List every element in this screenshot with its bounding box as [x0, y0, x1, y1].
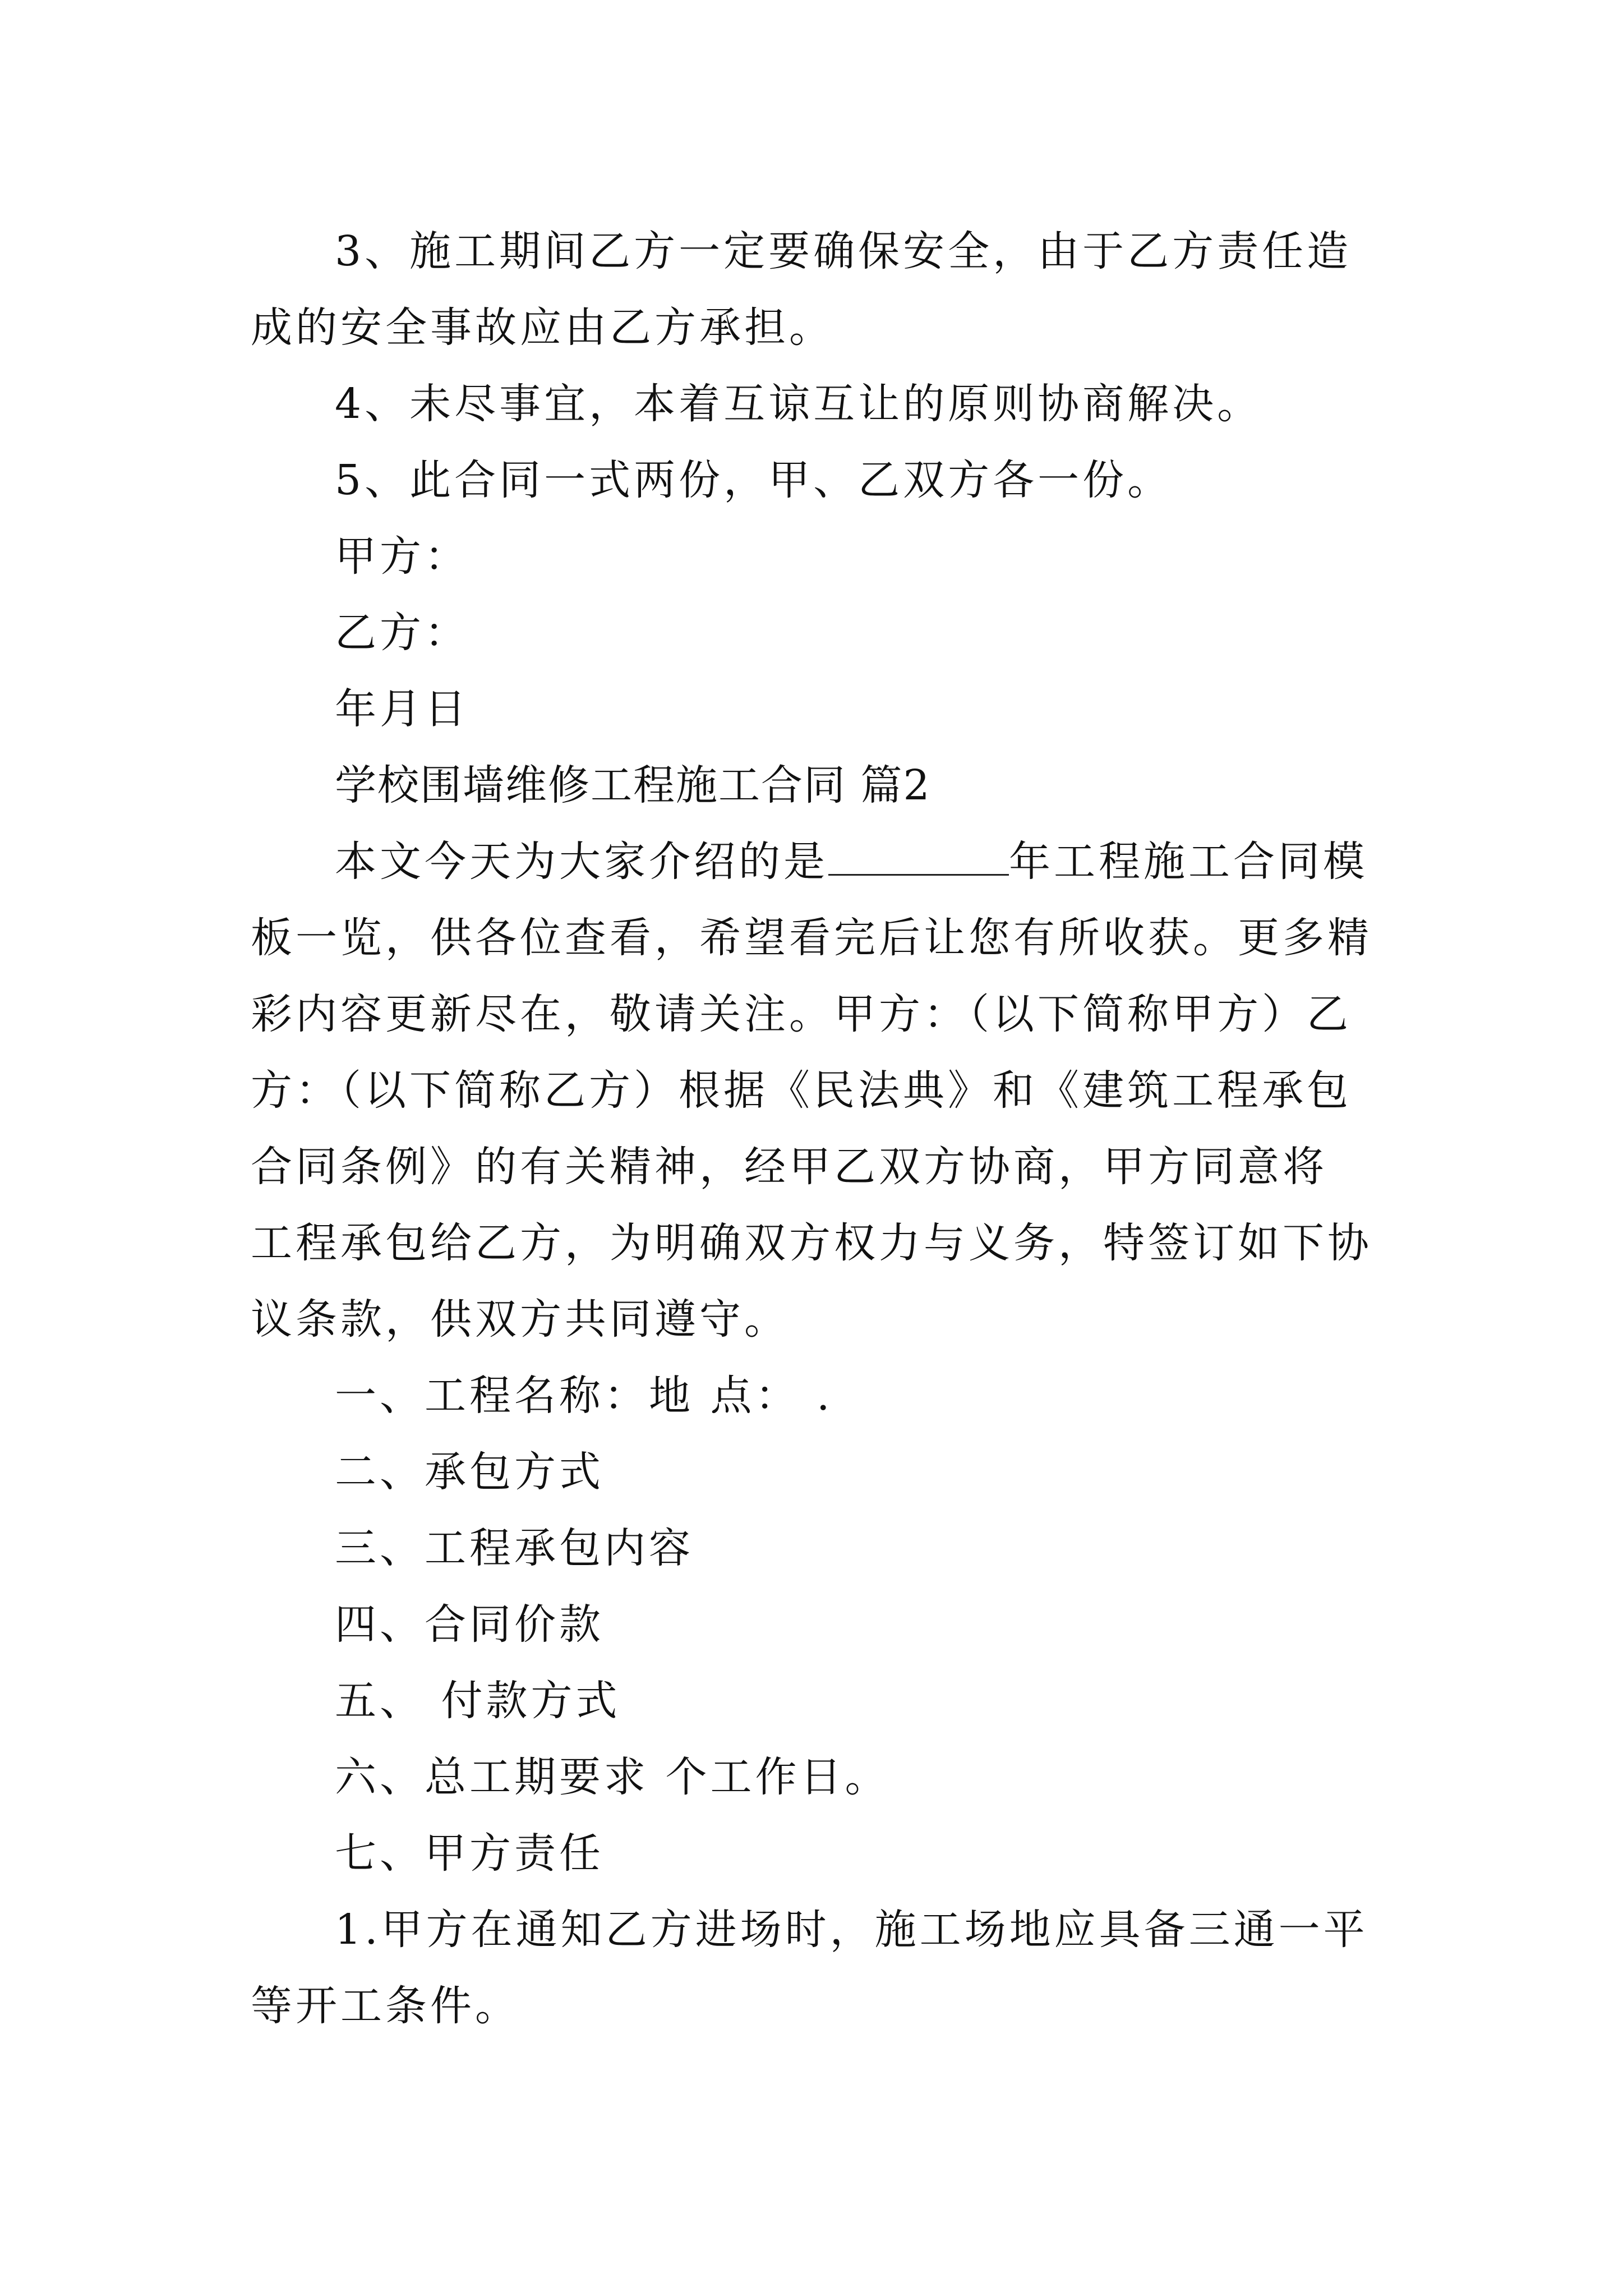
clause-duration: 六、总工期要求 个工作日。: [335, 1753, 890, 1801]
clause-contract-content: 三、工程承包内容: [335, 1524, 694, 1572]
clause-site-conditions: 1.甲方在通知乙方进场时，施工场地应具备三通一平等开工条件。: [251, 1906, 1368, 2030]
clause-project-name: 一、工程名称：地 点： .: [335, 1372, 833, 1420]
document-body: [251, 213, 1384, 2044]
intro-text-rest: 年工程施工合同模板一览，供各位查看，希望看完后让您有所收获。更多精彩内容更新尽在，敬请关注。甲方：（以下简称甲方）乙方：（以下简称乙方）根据《民法典》和《建筑工程承包合同条例》的有关精神，经甲乙双方协商，甲方同意将 工程承包给乙方，为明确双方权力与义务，特签订如下协议条款，供双方共同遵守。: [251, 838, 1372, 1343]
paragraph-contract-copies: 5、此合同一式两份，甲、乙双方各一份。: [335, 456, 1173, 504]
clause-contract-method: 二、承包方式: [335, 1448, 604, 1496]
clause-payment-method: 五、 付款方式: [335, 1677, 621, 1725]
paragraph-introduction: [251, 823, 1384, 1358]
intro-text-start: 本文今天为大家介绍的是: [335, 838, 828, 886]
fill-in-blank: [828, 840, 1009, 876]
party-b-label: 乙方：: [335, 609, 469, 657]
clause-contract-price: 四、合同价款: [335, 1600, 604, 1649]
clause-party-a-duties: 七、甲方责任: [335, 1829, 604, 1878]
paragraph-safety-clause: 3、施工期间乙方一定要确保安全，由于乙方责任造成的安全事故应由乙方承担。: [251, 227, 1352, 352]
paragraph-unresolved-matters: 4、未尽事宜，本着互谅互让的原则协商解决。: [335, 380, 1262, 428]
section-title: 学校围墙维修工程施工合同 篇2: [335, 761, 931, 809]
party-a-label: 甲方：: [335, 532, 469, 581]
date-line: 年月日: [335, 685, 469, 733]
